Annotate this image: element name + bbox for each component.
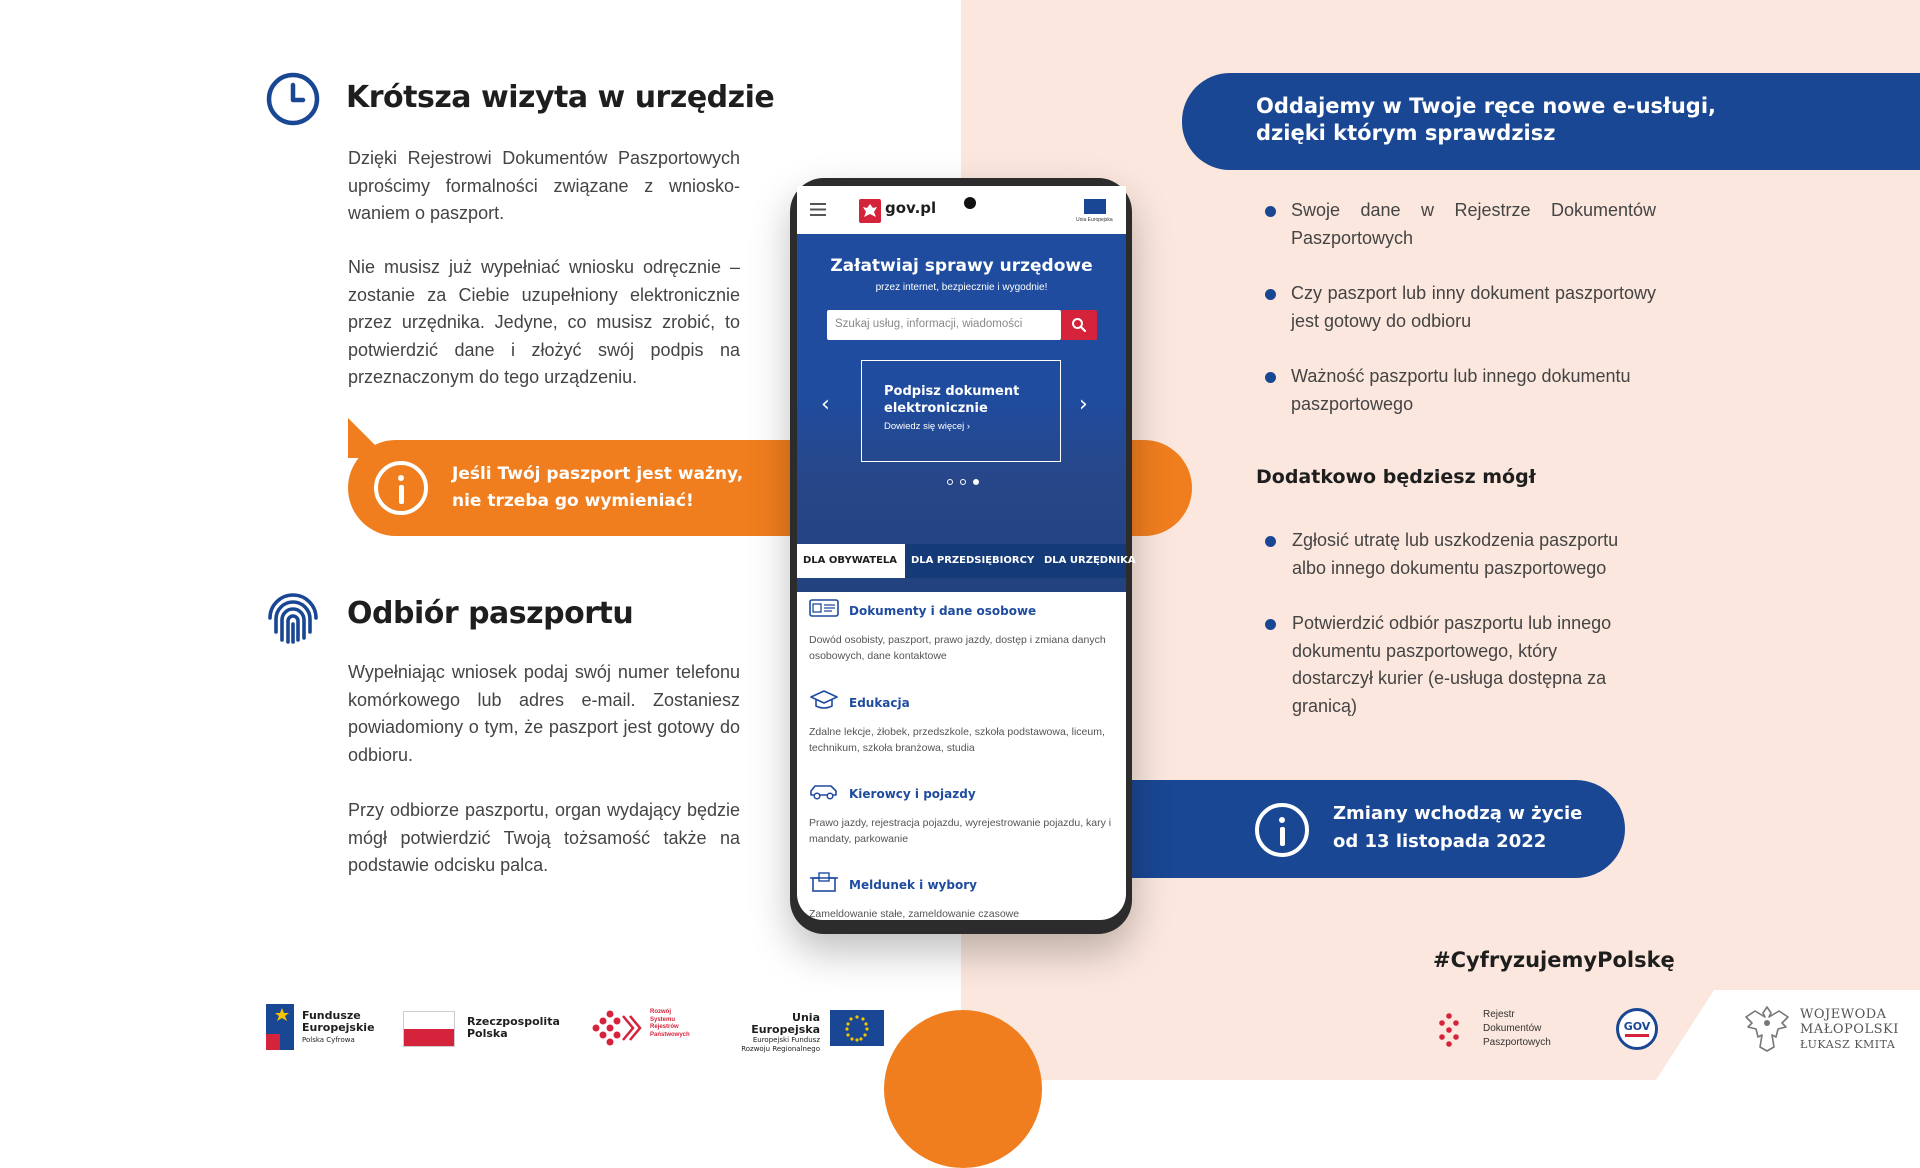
search-placeholder: Szukaj usług, informacji, wiadomości: [835, 318, 1023, 330]
bullet-icon: [1265, 536, 1276, 547]
hamburger-menu-icon[interactable]: [810, 203, 826, 216]
logo-rp-line1: Rzeczpospolita: [467, 1015, 560, 1028]
phone-screen: [797, 186, 1136, 920]
fingerprint-icon: [264, 588, 322, 646]
category-title[interactable]: Meldunek i wybory: [849, 878, 977, 892]
gov-pl-logo: [1616, 1008, 1658, 1050]
tab-citizen[interactable]: DLA OBYWATELA: [797, 544, 905, 578]
logo-woj-line3: ŁUKASZ KMITA: [1800, 1038, 1896, 1051]
logo-fe-line3: Polska Cyfrowa: [302, 1036, 355, 1044]
carousel-card[interactable]: [861, 360, 1061, 462]
services-header-text: [1256, 93, 1716, 147]
paragraph-no-handwriting: Nie musisz już wypełniać wniosku odręcznie – zostanie za Ciebie uzupełniony elektronicznie przez urzędnika. Jedyne, co musisz zrobić, to potwierdzić dane i złożyć swój podpis na przeznaczonym do tego urządzeniu.: [348, 257, 740, 387]
services-header-line1: Oddajemy w Twoje ręce nowe e-usługi,: [1256, 94, 1717, 118]
gov-pl-logo-text: GOV: [1623, 1020, 1651, 1033]
card-title-line1: Podpisz dokument: [884, 384, 1020, 399]
logo-rsrp-line2: Systemu: [650, 1016, 676, 1023]
bullet-icon: [1265, 206, 1276, 217]
hero-subtitle: przez internet, bezpiecznie i wygodnie!: [875, 282, 1048, 293]
carousel-dots[interactable]: [947, 470, 986, 489]
paragraph-fingerprint: Przy odbiorze paszportu, organ wydający będzie mógł potwierdzić Twoją tożsamość także na podstawie odcisku palca.: [348, 800, 740, 875]
logo-rp-line2: Polska: [467, 1027, 508, 1040]
eu-label: Unia Europejska: [1076, 217, 1113, 223]
orange-banner-text: [452, 461, 743, 515]
info-icon: [1255, 803, 1309, 857]
category-description: Prawo jazdy, rejestracja pojazdu, wyrejestrowanie pojazdu, kary i mandaty, parkowanie: [809, 817, 1112, 845]
carousel-dot[interactable]: [947, 479, 953, 485]
category-title[interactable]: Dokumenty i dane osobowe: [849, 604, 1037, 618]
bullet-icon: [1265, 289, 1276, 300]
carousel-dot[interactable]: [960, 479, 966, 485]
section-title-passport-pickup: Odbiór paszportu: [347, 596, 634, 631]
hashtag: #CyfryzujemyPolskę: [1433, 948, 1675, 972]
gov-topbar: [797, 186, 1126, 234]
logo-fe-line1: Fundusze: [302, 1009, 361, 1022]
rdp-logo-text: [1483, 1008, 1551, 1050]
tab-official[interactable]: DLA URZĘDNIKA: [1044, 555, 1136, 566]
changes-line1: Zmiany wchodzą w życie: [1333, 803, 1583, 824]
category-description: Zdalne lekcje, żłobek, przedszkole, szkoła podstawowa, liceum, technikum, szkoła branżowa, studia: [809, 726, 1105, 754]
section-title-shorter-visit: Krótsza wizyta w urzędzie: [346, 80, 775, 115]
fundusze-europejskie-logo: [302, 1010, 375, 1046]
logo-ue-line1: Unia Europejska: [751, 1011, 820, 1036]
paragraph-notification: Wypełniając wniosek podaj swój numer telefonu komórkowego lub adres e-mail. Zostaniesz powiadomiony o tym, że paszport jest gotowy do odbioru.: [348, 662, 740, 765]
rzeczpospolita-polska-logo: [467, 1016, 560, 1040]
additional-item: Potwierdzić odbiór paszportu lub innego dokumentu paszportowego, który dostarczył kurier (e-usługa dostępna za granicą): [1292, 613, 1612, 716]
audience-tabs: [797, 544, 1136, 578]
rsrp-logo-text: [650, 1009, 690, 1039]
paragraph-registry: Dzięki Rejestrowi Dokumentów Paszportowych uprościmy formalności związane z wnioskowaniem o paszport.: [348, 148, 740, 223]
eu-flag-icon: [1084, 199, 1106, 214]
orange-banner-line1: Jeśli Twój paszport jest ważny,: [452, 464, 744, 484]
car-icon: [809, 782, 839, 802]
changes-line2: od 13 listopada 2022: [1333, 831, 1547, 852]
carousel-card-link[interactable]: Dowiedz się więcej ›: [884, 421, 971, 432]
hero-section: [797, 234, 1126, 592]
logo-rsrp-line1: Rozwój: [650, 1009, 671, 1015]
decorative-orange-circle: [884, 1010, 1042, 1168]
rsrp-logo-icon: [590, 1010, 642, 1046]
carousel-card-title: [884, 383, 1019, 417]
logo-rdp-line3: Paszportowych: [1483, 1037, 1551, 1048]
additional-heading: Dodatkowo będziesz mógł: [1256, 466, 1536, 488]
card-title-line2: elektronicznie: [884, 401, 988, 416]
camera-notch: [964, 197, 976, 209]
category-description: Zameldowanie stałe, zameldowanie czasowe: [809, 908, 1020, 920]
search-icon: [1071, 317, 1087, 333]
logo-rsrp-line3: Rejestrów: [650, 1024, 679, 1030]
orange-banner-line2: nie trzeba go wymieniać!: [452, 491, 694, 511]
category-title[interactable]: Edukacja: [849, 696, 910, 710]
category-title[interactable]: Kierowcy i pojazdy: [849, 787, 976, 801]
carousel-next-arrow[interactable]: ›: [1079, 392, 1088, 417]
check-item: Czy paszport lub inny dokument paszportowy jest gotowy do odbioru: [1291, 283, 1656, 331]
polish-eagle-emblem-icon: [1744, 1003, 1790, 1055]
ballot-icon: [809, 872, 839, 892]
bullet-icon: [1265, 619, 1276, 630]
site-name[interactable]: gov.pl: [885, 199, 937, 217]
check-item: Ważność paszportu lub innego dokumentu paszportowego: [1291, 366, 1631, 414]
logo-fe-line2: Europejskie: [302, 1021, 375, 1034]
category-description: Dowód osobisty, paszport, prawo jazdy, dostęp i zmiana danych osobowych, dane kontaktowe: [809, 634, 1106, 662]
hero-title: Załatwiaj sprawy urzędowe: [830, 256, 1093, 276]
wojewoda-logo-text: [1800, 1007, 1899, 1052]
additional-item: Zgłosić utratę lub uszkodzenia paszportu albo innego dokumentu paszportowego: [1292, 530, 1619, 578]
logo-woj-line2: MAŁOPOLSKI: [1800, 1022, 1899, 1037]
info-icon: [374, 461, 428, 515]
services-header-line2: dzięki którym sprawdzisz: [1256, 121, 1556, 145]
clock-icon: [264, 70, 322, 128]
logo-rdp-line2: Dokumentów: [1483, 1023, 1542, 1034]
fundusze-europejskie-logo-icon: [266, 1004, 294, 1050]
changes-date-text: [1333, 800, 1582, 856]
bullet-icon: [1265, 372, 1276, 383]
logo-woj-line1: WOJEWODA: [1800, 1007, 1887, 1022]
eu-flag-icon: [830, 1010, 884, 1046]
search-input[interactable]: [827, 310, 1061, 340]
logo-ue-line2: Europejski Fundusz: [752, 1036, 820, 1044]
check-item: Swoje dane w Rejestrze Dokumentów Paszportowych: [1291, 200, 1656, 248]
tab-entrepreneur[interactable]: DLA PRZEDSIĘBIORCY: [911, 555, 1035, 566]
id-card-icon: [809, 598, 839, 618]
logo-rdp-line1: Rejestr: [1483, 1009, 1515, 1020]
graduation-cap-icon: [809, 690, 839, 710]
logo-ue-line3: Rozwoju Regionalnego: [741, 1045, 820, 1053]
logo-rsrp-line4: Państwowych: [650, 1031, 690, 1038]
polish-flag-icon: [403, 1011, 455, 1047]
eu-fund-logo-text: [725, 1012, 820, 1054]
search-button[interactable]: [1061, 310, 1097, 340]
carousel-prev-arrow[interactable]: ‹: [821, 392, 830, 417]
carousel-dot-active[interactable]: [973, 479, 979, 485]
polish-eagle-icon: [859, 199, 881, 223]
rdp-logo-icon: [1436, 1012, 1462, 1048]
